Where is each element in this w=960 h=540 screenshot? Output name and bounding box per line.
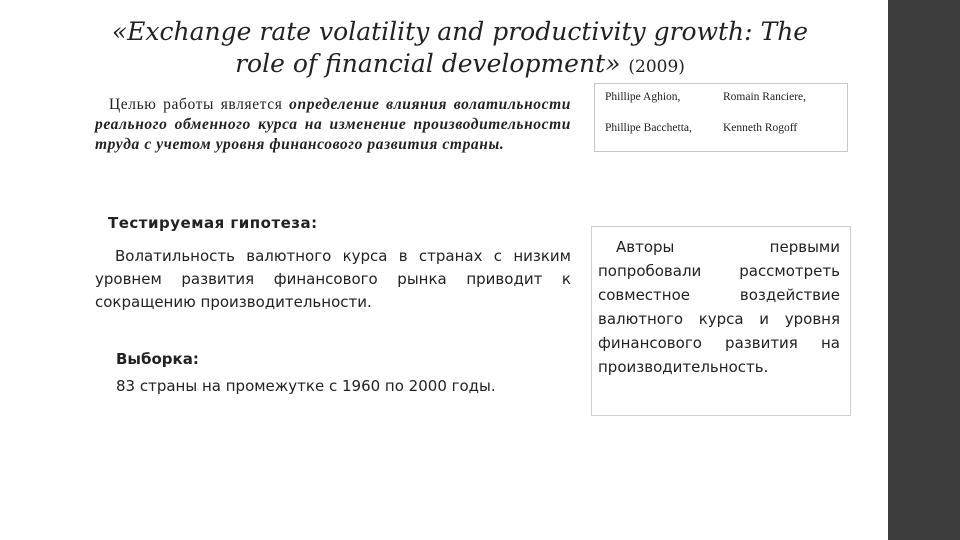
- note-text: [598, 235, 840, 379]
- goal-emphasis: определение влияния волатильности реального обменного курса на изменение производительности труда с учетом уровня финансового развития страны.: [95, 96, 571, 153]
- slide-title: [90, 16, 830, 83]
- note-paragraph: Авторы первыми попробовали рассмотреть совместное воздействие валютного курса и уровня финансового развития на производительность.: [598, 238, 840, 376]
- hypothesis-title: Тестируемая гипотеза:: [108, 214, 318, 232]
- authors-box: [594, 83, 848, 152]
- sample-text: 83 страны на промежутке с 1960 по 2000 годы.: [116, 377, 496, 395]
- sample-title: Выборка:: [116, 350, 199, 368]
- author-name: Phillipe Bacchetta,: [605, 122, 692, 134]
- title-year: (2009): [628, 57, 685, 77]
- side-bar: [888, 0, 960, 540]
- goal-paragraph: [95, 95, 571, 155]
- author-name: Kenneth Rogoff: [723, 122, 798, 134]
- note-box: [591, 226, 851, 416]
- author-name: Romain Ranciere,: [723, 91, 807, 103]
- title-main: «Exchange rate volatility and productivity growth: The role of financial development»: [111, 17, 809, 78]
- hypothesis-text: [95, 245, 571, 314]
- author-name: Phillipe Aghion,: [605, 91, 681, 103]
- goal-lead: Целью работы является: [109, 96, 283, 113]
- hypothesis-paragraph: Волатильность валютного курса в странах с низким уровнем развития финансового рынка приводит к сокращению производительности.: [95, 247, 571, 311]
